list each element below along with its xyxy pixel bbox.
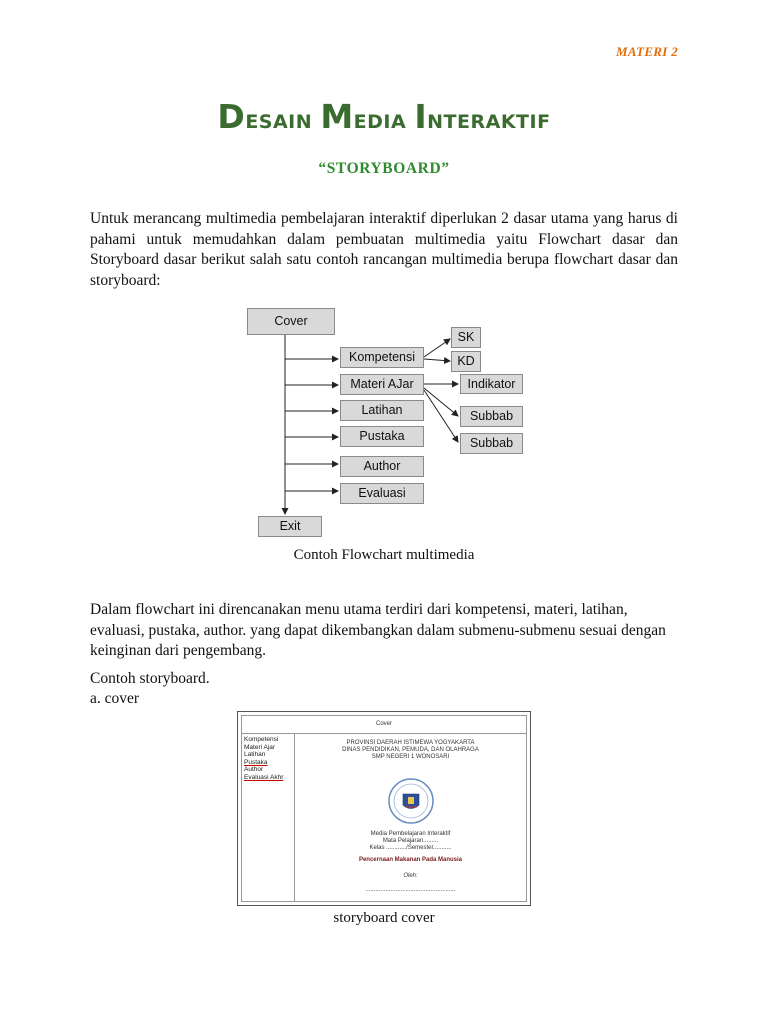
storyboard-author: ...................................................... [365,887,456,893]
title-word: NTERAKTIF [427,111,551,133]
storyboard-menu-item: Kompetensi [244,736,279,743]
storyboard-media: Media Pembelajaran Interaktif [370,831,451,837]
storyboard-menu-item: Author [244,766,264,774]
flow-box-subbab: Subbab [460,433,523,454]
storyboard-menu-item: Materi Ajar [244,743,276,751]
storyboard-mapel: Mata Pelajaran......... [382,838,439,844]
storyboard-topic: Pencernaan Makanan Pada Manusia [358,857,463,863]
title-initial: I [414,97,428,136]
title-initial: M [320,97,354,136]
storyboard-menu-item: Latihan [244,751,266,759]
storyboard-content [295,733,526,901]
title-word: ESAIN [245,111,313,133]
flow-box-subbab: Subbab [460,406,523,427]
intro-paragraph: Untuk merancang multimedia pembelajaran interaktif diperlukan 2 dasar utama yang harus di pahami untuk memudahkan dalam pembuatan multimedia yaitu Flowchart dasar dan Storyboard dasar berikut salah satu contoh rancangan multimedia berupa flowchart dasar dan storyboard: [90,210,678,289]
storyboard-menu-item: Evaluasi Akhr [244,773,284,781]
flow-box-kd: KD [451,351,481,372]
school-logo-icon [387,777,435,825]
storyboard-cover-sample [237,711,531,906]
storyboard-inner [241,715,527,902]
flow-box-evaluasi: Evaluasi [340,483,424,504]
storyboard-line: DINAS PENDIDIKAN, PEMUDA, DAN OLAHRAGA [342,747,479,753]
storyboard-item-label: a. cover [90,690,140,707]
storyboard-intro: Contoh storyboard. [90,670,210,687]
description-paragraph: Dalam flowchart ini direncanakan menu utama terdiri dari kompetensi, materi, latihan, evaluasi, pustaka, author. yang dapat dikembangkan dalam submenu-submenu sesuai dengan keinginan dari pengembang. [90,601,666,659]
storyboard-menu-item: Pustaka [244,758,268,766]
flow-box-latihan: Latihan [340,400,424,421]
flow-box-exit: Exit [258,516,322,537]
flow-box-pustaka: Pustaka [340,426,424,447]
storyboard-line: SMP NEGERI 1 WONOSARI [371,754,450,760]
header-tag: MATERI 2 [615,44,678,59]
storyboard-caption: storyboard cover [333,910,435,926]
flow-box-sk: SK [451,327,481,348]
flow-box-materi: Materi AJar [340,374,424,395]
document-subtitle: “STORYBOARD” [318,160,450,177]
storyboard-sidebar [242,733,295,901]
title-word: EDIA [353,111,407,133]
flow-box-cover: Cover [247,308,335,335]
storyboard-kelas: Kelas ............/Semester........... [369,845,452,851]
storyboard-line: PROVINSI DAERAH ISTIMEWA YOGYAKARTA [346,740,475,746]
title-initial: D [217,97,246,136]
flow-box-author: Author [340,456,424,477]
storyboard-oleh: Oleh: [403,873,418,879]
flowchart-caption: Contoh Flowchart multimedia [293,547,475,563]
flow-box-indikator: Indikator [460,374,523,394]
storyboard-top-label: Cover [242,716,526,734]
flow-box-kompetensi: Kompetensi [340,347,424,368]
